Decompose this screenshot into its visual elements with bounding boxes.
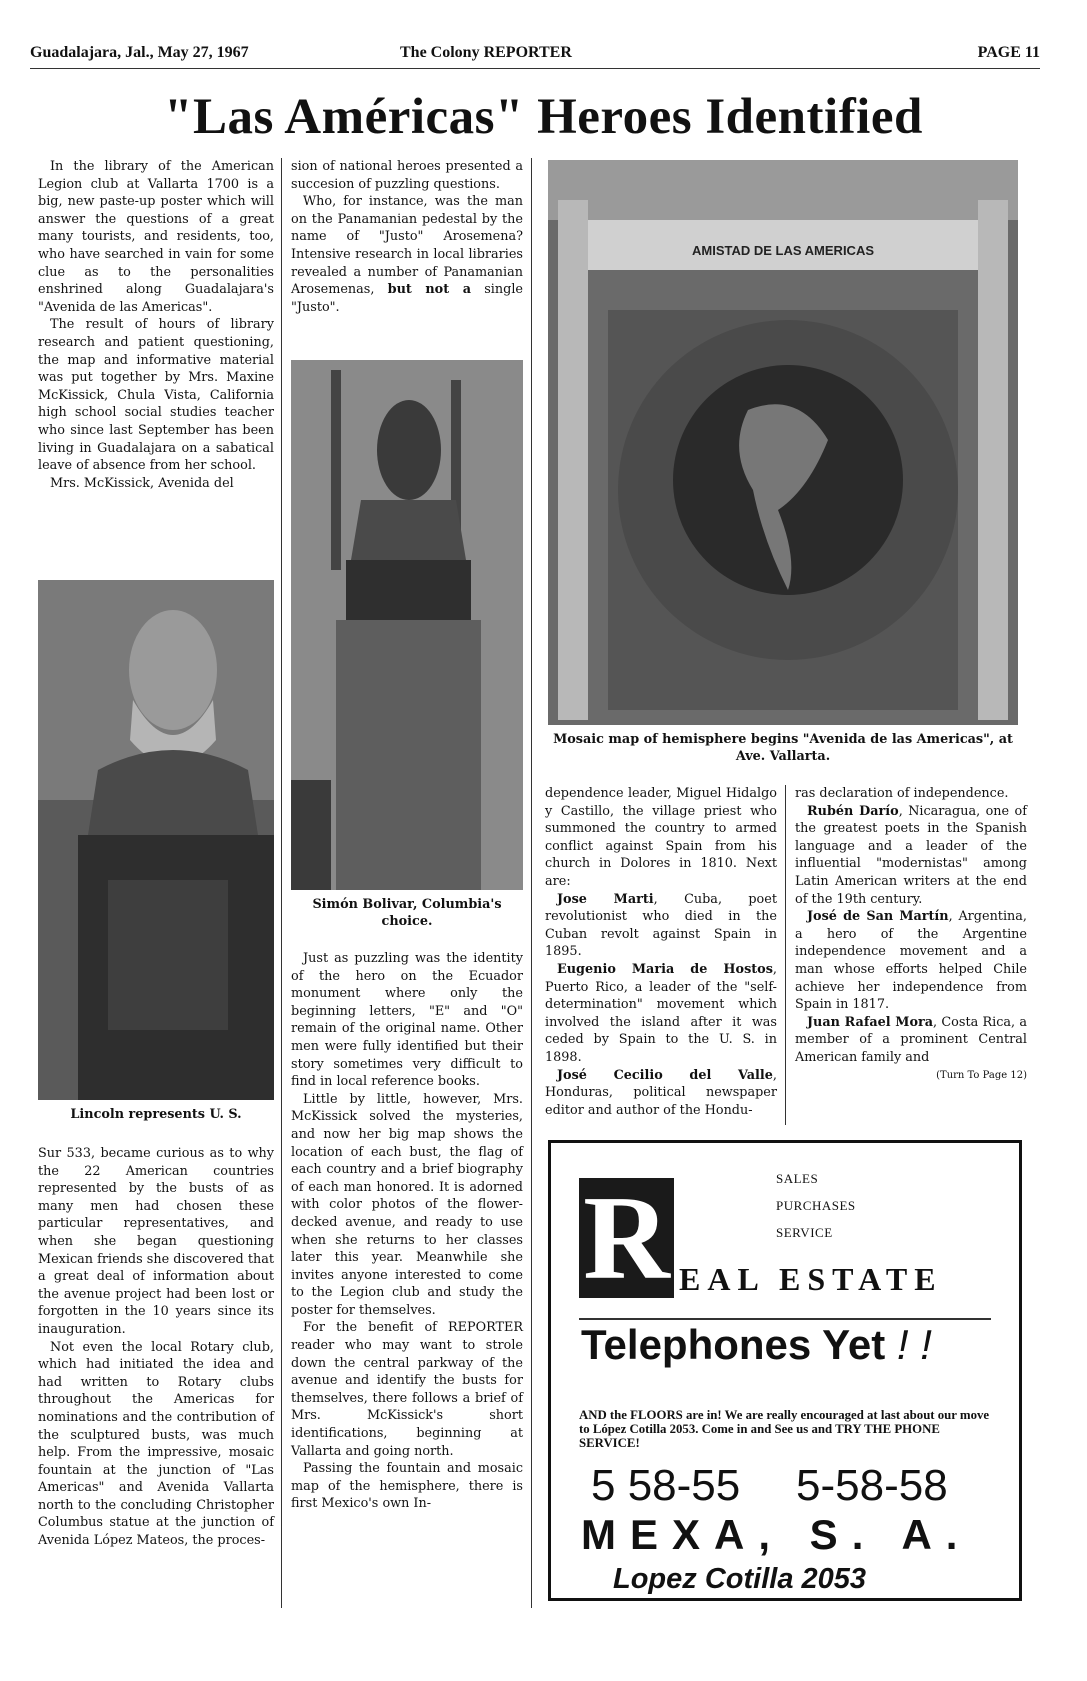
real-estate-ad — [548, 1140, 1022, 1601]
column-3 — [545, 785, 777, 1119]
text: , Costa Rica, a member of a prominent Central American family and — [795, 1014, 1028, 1065]
paragraph: Sur 533, became curious as to why the 22 American countries represented by the busts of as many men had chosen these particular representatives, and when she began questioning Mexican friends she discovered that a great deal of information about the avenue project had been lost or forgotten in the 10 years since its inauguration. — [38, 1146, 274, 1337]
paragraph — [795, 908, 1027, 1014]
hero-name: Juan Rafael Mora — [807, 1014, 934, 1030]
column-rule — [531, 158, 532, 1608]
ad-exclaim: ! ! — [896, 1321, 932, 1368]
mosaic-map-photo — [548, 160, 1018, 725]
ad-company: MEXA, S. A. — [581, 1511, 972, 1558]
mosaic-caption: Mosaic map of hemisphere begins "Avenida de las Americas", at Ave. Vallarta. — [553, 732, 1013, 764]
column-4 — [795, 785, 1027, 1084]
emphasis: but not a — [387, 282, 472, 298]
paper-name: The Colony REPORTER — [400, 44, 572, 61]
column-1-bottom — [38, 1145, 274, 1550]
hero-name: Eugenio Maria de Hostos — [557, 961, 773, 977]
paragraph — [545, 1067, 777, 1120]
lincoln-caption: Lincoln represents U. S. — [70, 1107, 242, 1122]
headline: "Las Américas" Heroes Identified — [164, 89, 923, 145]
text: single "Justo". — [291, 282, 523, 315]
monument-sign: AMISTAD DE LAS AMERICAS — [692, 243, 874, 258]
hero-name: Rubén Darío — [807, 803, 899, 819]
paragraph: For the benefit of REPORTER reader who may want to strole down the central parkway of the avenue and identify the busts for themselves, there follows a brief of Mrs. McKissick's short identifications, beginning at Vallarta and going north. — [291, 1320, 523, 1459]
column-2-bottom — [291, 950, 523, 1513]
dateline: Guadalajara, Jal., May 27, 1967 — [30, 44, 249, 61]
hero-name: José de San Martín — [807, 909, 949, 925]
page-number: PAGE 11 — [977, 44, 1040, 61]
ad-phone-2: 5-58-58 — [796, 1461, 948, 1510]
paragraph: Mrs. McKissick, Avenida del — [50, 475, 234, 491]
ad-telephones — [581, 1321, 932, 1369]
text: , Argentina, a hero of the Argentine independence movement and a man whose efforts helped Chile achieve her independence from Spain in 1817. — [795, 909, 1027, 1013]
text: , Cuba, poet revolutionist who died in the Cuban revolt against Spain in 1895. — [545, 891, 777, 960]
text: Who, for instance, was the man on the Panamanian pedestal by the name of "Justo" Arosemena? Intensive research in local libraries revealed a number of Panamanian Arosemenas, — [291, 194, 523, 298]
hero-name: Jose Marti — [557, 891, 654, 907]
paragraph — [795, 803, 1027, 909]
paragraph: Just as puzzling was the identity of the hero on the Ecuador monument where only the beginning letters, "E" and "O" remain of the original name. Other men were fully identified but their story sometimes very difficult to find in local reference books. — [291, 951, 523, 1090]
ad-purchases: PURCHASES — [776, 1198, 856, 1213]
ad-real-estate-title: EAL ESTATE — [679, 1261, 943, 1297]
ad-divider — [579, 1318, 991, 1320]
text: , Puerto Rico, a leader of the "self-determination" movement which involved the island after it was ceded by Spain to the U. S. in 1898. — [545, 961, 777, 1065]
column-rule — [785, 785, 786, 1125]
paragraph: The result of hours of library research and patient questioning, the map and informative material was put together by Mrs. Maxine McKissick, Chula Vista, California high school social studies teacher who since last September has been living in Guadalajara on a sabatical leave of absence from her school. — [38, 317, 274, 474]
paragraph: ras declaration of independence. — [795, 786, 1009, 801]
text: , Honduras, political newspaper editor and author of the Hondu- — [545, 1067, 777, 1118]
column-2-top — [291, 158, 523, 316]
ad-sales: SALES — [776, 1171, 819, 1186]
paragraph: sion of national heroes presented a succesion of puzzling questions. — [291, 159, 523, 192]
text: , Nicaragua, one of the greatest poets in the Spanish language and a leader of the influential "modernistas" among Latin American writers at the end of the 19th century. — [795, 803, 1027, 907]
ad-telephones-text: Telephones Yet — [581, 1321, 886, 1368]
ad-address: Lopez Cotilla 2053 — [613, 1563, 867, 1595]
ad-body: AND the FLOORS are in! We are really encouraged at last about our move to López Cotilla 2053. Come in and See us and TRY THE PHONE SERVICE! — [579, 1408, 990, 1450]
ad-phone-1: 5 58-55 — [591, 1461, 741, 1510]
paragraph: Passing the fountain and mosaic map of the hemisphere, there is first Mexico's own In- — [291, 1461, 523, 1512]
hero-name: José Cecilio del Valle — [557, 1067, 773, 1083]
paragraph — [545, 961, 777, 1067]
paragraph: Little by little, however, Mrs. McKissick solved the mysteries, and now her big map shows the location of each bust, the flag of each country and a brief biography of each man honored. It is adorned with color photos of the flower-decked avenue, and ready to use when she returns to her classes later this year. Meanwhile she invites anyone interested to come to the Legion club and study the poster for themselves. — [291, 1091, 523, 1318]
bolivar-bust-photo — [291, 360, 523, 890]
ad-service: SERVICE — [776, 1225, 833, 1240]
lincoln-bust-photo — [38, 580, 274, 1100]
bolivar-caption: Simón Bolivar, Columbia's choice. — [312, 897, 502, 929]
paragraph: dependence leader, Miguel Hidalgo y Castillo, the village priest who summoned the country to armed conflict against Spain from his church in Dolores in 1810. Next are: — [545, 786, 777, 889]
masthead — [30, 42, 1040, 69]
turn-to-page: (Turn To Page 12) — [936, 1069, 1027, 1081]
paragraph — [291, 193, 523, 316]
paragraph — [545, 891, 777, 961]
column-1-top — [38, 158, 274, 492]
ad-initial-letter: R — [579, 1178, 674, 1298]
paragraph: Not even the local Rotary club, which had initiated the idea and had written to Rotary clubs throughout the Americas for nominations and the contribution of the sculptured busts, was much help. From the impressive, mosaic fountain at the junction of "Las Americas" and Avenida Vallarta north to the concluding Christopher Columbus statue at the junction of Avenida López Mateos, the proces- — [38, 1339, 274, 1549]
paragraph — [795, 1014, 1027, 1067]
column-rule — [281, 158, 282, 1608]
paragraph: In the library of the American Legion club at Vallarta 1700 is a big, new paste-up poster which will answer the questions of a great many tourists, and residents, too, who have searched in vain for some clue as to the personalities enshrined along Guadalajara's "Avenida de las Americas". — [38, 159, 274, 315]
